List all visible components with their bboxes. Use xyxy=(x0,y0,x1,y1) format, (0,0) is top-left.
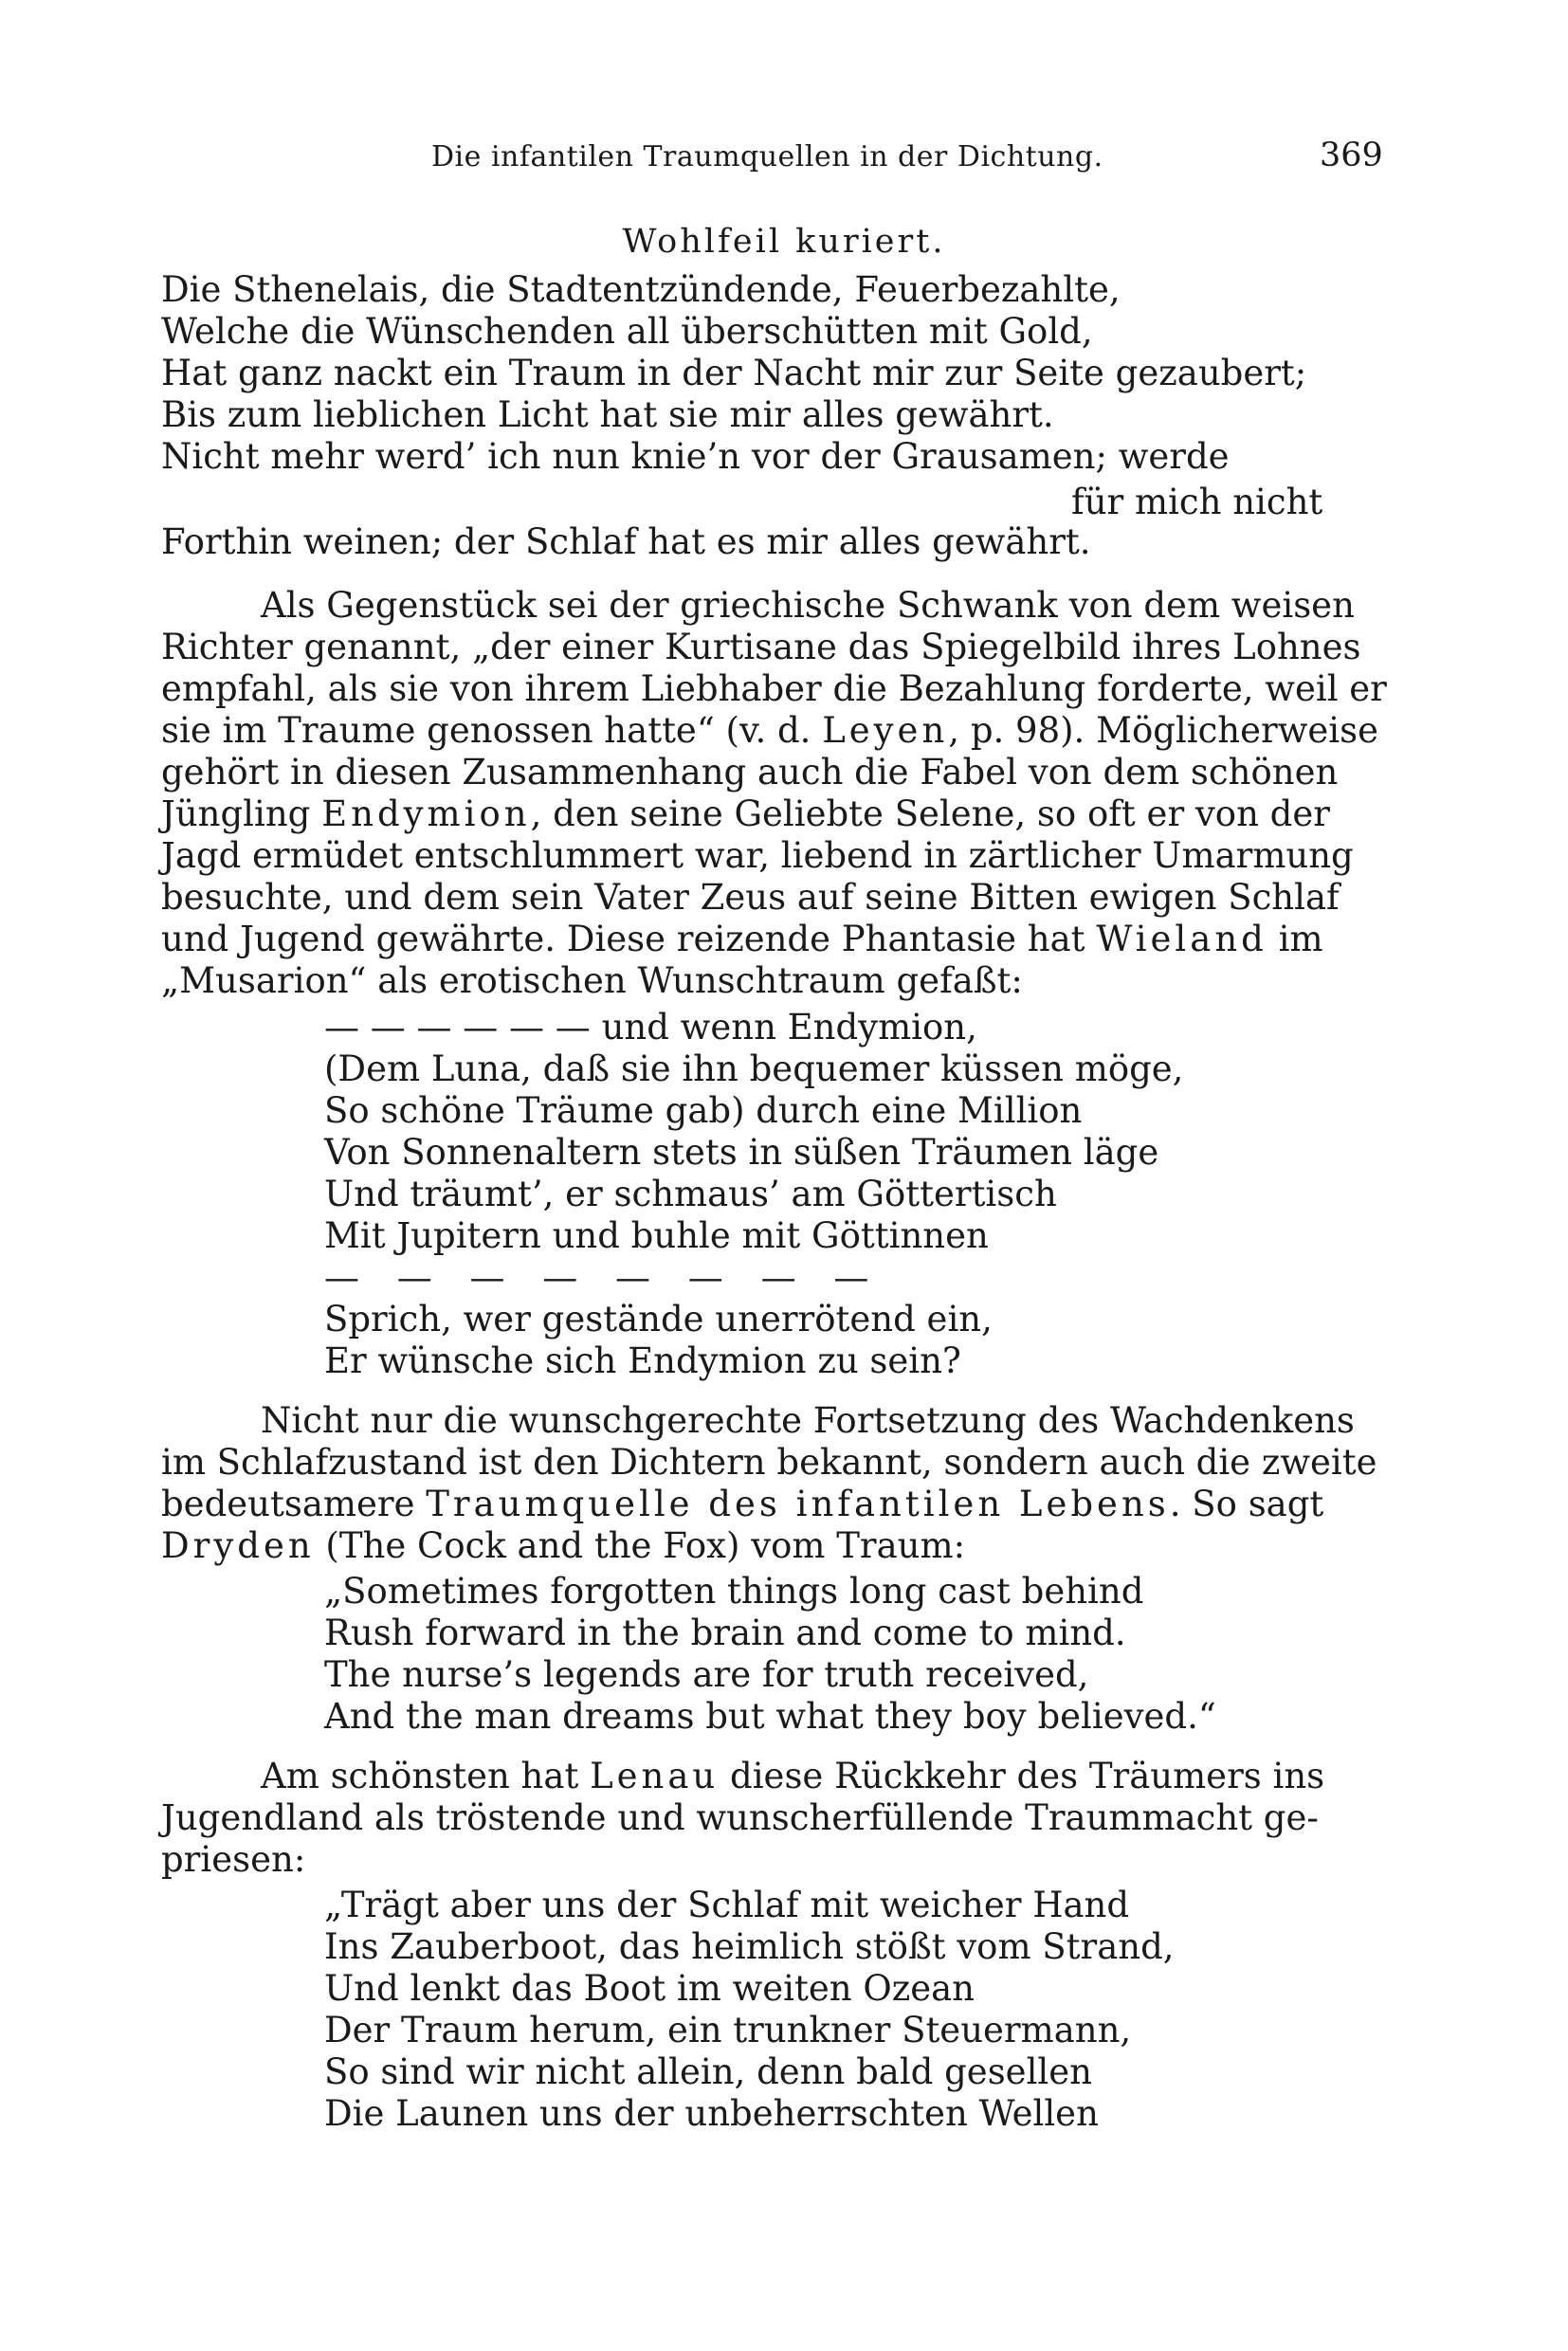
text-run: bedeutsamere xyxy=(161,1484,427,1524)
running-header: Die infantilen Traumquellen in der Dichtung. xyxy=(431,140,1103,173)
poem-line: Nicht mehr werd’ ich nun knie’n vor der Grausamen; werde xyxy=(161,436,1230,477)
paragraph-line: „Musarion“ als erotischen Wunschtraum gefaßt: xyxy=(161,960,1023,1001)
paragraph-line: Jagd ermüdet entschlummert war, liebend in zärtlicher Umarmung xyxy=(161,835,1354,876)
quote-line: So sind wir nicht allein, denn bald gesellen xyxy=(324,2051,1092,2092)
author-name: Lenau xyxy=(590,1756,720,1796)
quote-line: And the man dreams but what they boy believed.“ xyxy=(324,1696,1216,1737)
paragraph-line xyxy=(161,1486,1323,1522)
emphasized-phrase: Traumquelle des infantilen Lebens xyxy=(426,1484,1170,1524)
paragraph-line: Nicht nur die wunschgerechte Fortsetzung des Wachdenkens xyxy=(261,1400,1355,1441)
text-run: im xyxy=(1267,919,1323,959)
quote-line: Er wünsche sich Endymion zu sein? xyxy=(324,1340,961,1381)
page-number: 369 xyxy=(1320,137,1383,174)
quote-line: Und lenkt das Boot im weiten Ozean xyxy=(324,1968,975,2009)
poem-line: Welche die Wünschenden all überschütten mit Gold, xyxy=(161,311,1093,352)
quote-line: „Sometimes forgotten things long cast behind xyxy=(324,1571,1144,1612)
paragraph-line: im Schlafzustand ist den Dichtern bekannt, sondern auch die zweite xyxy=(161,1442,1377,1483)
text-run: diese Rückkehr des Träumers ins xyxy=(719,1756,1325,1796)
paragraph-line xyxy=(161,793,1330,834)
poem-line: Die Sthenelais, die Stadtentzündende, Feuerbezahlte, xyxy=(161,269,1121,310)
quote-line: Mit Jupitern und buhle mit Göttinnen xyxy=(324,1215,989,1256)
text-run: und Jugend gewährte. Diese reizende Phantasie hat xyxy=(161,919,1097,959)
text-run: . So sagt xyxy=(1169,1484,1324,1524)
quote-line: „Trägt aber uns der Schlaf mit weicher Hand xyxy=(324,1885,1130,1925)
quote-ellipsis-dashes: — — — — — — — — xyxy=(324,1257,883,1298)
text-run: Jüngling xyxy=(161,793,322,834)
poem-line: Hat ganz nackt ein Traum in der Nacht mir zur Seite gezaubert; xyxy=(161,353,1307,393)
quote-line: Sprich, wer gestände unerrötend ein, xyxy=(324,1299,993,1340)
text-run: , den seine Geliebte Selene, so oft er von der xyxy=(530,793,1330,834)
paragraph-line: Richter genannt, „der einer Kurtisane das Spiegelbild ihres Lohnes xyxy=(161,627,1361,667)
paragraph-line xyxy=(161,710,1378,751)
author-name: Dryden xyxy=(161,1525,315,1566)
paragraph-line: gehört in diesen Zusammenhang auch die Fabel von dem schönen xyxy=(161,752,1339,793)
quote-line: So schöne Träume gab) durch eine Million xyxy=(324,1090,1083,1131)
author-name: Wieland xyxy=(1096,919,1267,959)
paragraph-line: besuchte, und dem sein Vater Zeus auf seine Bitten ewigen Schlaf xyxy=(161,877,1340,918)
text-run: (The Cock and the Fox) vom Traum: xyxy=(314,1525,966,1566)
text-run: Am schönsten hat xyxy=(261,1756,591,1796)
quote-line: Von Sonnenaltern stets in süßen Träumen läge xyxy=(324,1132,1159,1173)
quote-line: Die Launen uns der unbeherrschten Wellen xyxy=(324,2093,1099,2134)
paragraph-line xyxy=(261,1756,1325,1796)
paragraph-line xyxy=(161,1525,966,1566)
poem-line: Forthin weinen; der Schlaf hat es mir alles gewährt. xyxy=(161,521,1091,562)
quote-line: — — — — — — und wenn Endymion, xyxy=(324,1007,977,1048)
quote-line: Rush forward in the brain and come to mind. xyxy=(324,1613,1126,1653)
text-run: sie im Traume genossen hatte“ (v. d. xyxy=(161,710,823,751)
paragraph-line: priesen: xyxy=(161,1839,306,1880)
paragraph-line xyxy=(161,921,1323,957)
poem-line: Bis zum lieblichen Licht hat sie mir alles gewährt. xyxy=(161,394,1054,435)
quote-line: Der Traum herum, ein trunkner Steuermann, xyxy=(324,2010,1132,2050)
quote-line: (Dem Luna, daß sie ihn bequemer küssen möge, xyxy=(324,1048,1184,1089)
paragraph-line: Jugendland als tröstende und wunscherfüllende Traummacht ge- xyxy=(161,1797,1319,1838)
text-run: , p. 98). Möglicherweise xyxy=(948,710,1378,751)
quote-line: The nurse’s legends are for truth received, xyxy=(324,1654,1089,1695)
quote-line: Ins Zauberboot, das heimlich stößt vom Strand, xyxy=(324,1926,1175,1967)
poem-title: Wohlfeil kuriert. xyxy=(622,223,946,261)
paragraph-line: empfahl, als sie von ihrem Liebhaber die Bezahlung forderte, weil er xyxy=(161,668,1387,709)
emphasized-name: Endymion xyxy=(321,793,531,834)
paragraph-line: Als Gegenstück sei der griechische Schwank von dem weisen xyxy=(261,585,1355,626)
author-name: Leyen xyxy=(822,710,949,751)
quote-line: Und träumt’, er schmaus’ am Göttertisch xyxy=(324,1174,1057,1214)
poem-line-continuation: für mich nicht xyxy=(1071,482,1323,522)
